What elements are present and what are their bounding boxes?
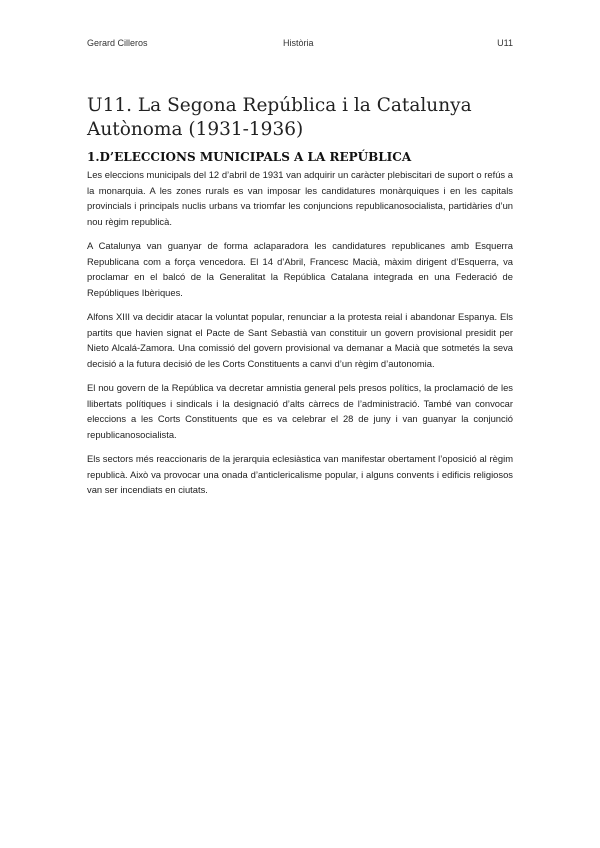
header-unit: U11 bbox=[497, 38, 513, 48]
document-body bbox=[87, 94, 513, 507]
paragraph-1: Les eleccions municipals del 12 d’abril de 1931 van adquirir un caràcter plebiscitari de suport o refús a la monarquia. A les zones rurals es van imposar les candidatures monàrquiques i en les capitals provincials i principals nuclis urbans va triomfar les conjuncions republicanosocialista, partidàries d’un nou règim republicà. bbox=[87, 169, 513, 227]
section-heading: 1.D’ELECCIONS MUNICIPALS A LA REPÚBLICA bbox=[87, 150, 412, 164]
page-header bbox=[87, 38, 513, 52]
paragraph-5: Els sectors més reaccionaris de la jerarquia eclesiàstica van manifestar obertament l’oposició al règim republicà. Això va provocar una onada d’anticlericalisme popular, i alguns convents i edificis religiosos van ser incendiats en ciutats. bbox=[87, 453, 513, 495]
header-subject: Història bbox=[283, 38, 314, 48]
paragraph-2: A Catalunya van guanyar de forma aclaparadora les candidatures republicanes amb Esquerra Republicana com a força vencedora. El 14 d’Abril, Francesc Macià, màxim dirigent d’Esquerra, va proclamar en el balcó de la Generalitat la República Catalana integrada en una Federació de Repúbliques Ibèriques. bbox=[87, 240, 513, 298]
paragraph-3: Alfons XIII va decidir atacar la voluntat popular, renunciar a la protesta reial i abandonar Espanya. Els partits que havien signat el Pacte de Sant Sebastià van constituir un govern provisional presidit per Nieto Alcalá-Zamora. Una comissió del govern provisional va demanar a Macià que sotmetés la seva decisió a la futura decisió de les Corts Constituents a canvi d’un règim d’autonomia. bbox=[87, 311, 513, 369]
header-author: Gerard Cilleros bbox=[87, 38, 148, 48]
paragraph-4: El nou govern de la República va decretar amnistia general pels presos polítics, la proclamació de les llibertats polítiques i sindicals i la designació d’alts càrrecs de l’administració. També van convocar eleccions a les Corts Constituents que es va celebrar el 28 de juny i van guanyar la conjunció republicanosocialista. bbox=[87, 382, 513, 440]
document-title: U11. La Segona República i la Catalunya Autònoma (1931-1936) bbox=[87, 95, 472, 140]
